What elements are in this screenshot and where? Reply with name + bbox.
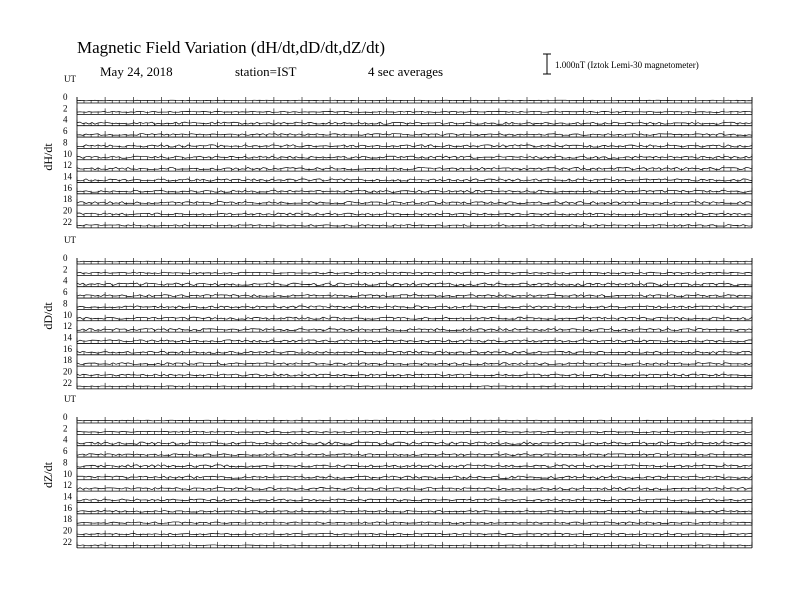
ut-axis-label: UT [64, 235, 76, 245]
hour-tick-label: 16 [63, 182, 72, 193]
trace-line [77, 545, 752, 546]
row-tick-marks [77, 428, 752, 434]
hour-tick-label: 10 [63, 468, 72, 479]
hour-tick-label: 22 [63, 377, 72, 388]
hour-tick-label: 10 [63, 309, 72, 320]
hour-tick-label: 22 [63, 536, 72, 547]
station-label: station=IST [235, 64, 297, 79]
scale-bar-label: 1.000nT (Iztok Lemi-30 magnetometer) [555, 60, 699, 70]
hour-tick-label: 14 [63, 491, 72, 502]
hour-tick-label: 20 [63, 525, 72, 536]
averaging-label: 4 sec averages [368, 64, 444, 79]
hour-tick-label: 8 [63, 457, 68, 468]
hour-tick-label: 0 [63, 253, 68, 263]
hour-tick-label: 18 [63, 514, 72, 525]
hour-tick-label: 2 [63, 264, 68, 275]
hour-tick-label: 0 [63, 412, 68, 422]
trace-line [77, 100, 752, 101]
hour-tick-label: 18 [63, 194, 72, 205]
hour-tick-label: 8 [63, 298, 68, 309]
row-tick-marks [77, 131, 752, 137]
row-tick-marks [77, 417, 752, 423]
hour-tick-label: 18 [63, 355, 72, 366]
hour-tick-label: 16 [63, 502, 72, 513]
y-axis-label: dZ/dt [41, 462, 55, 488]
hour-tick-label: 6 [63, 126, 68, 137]
hour-tick-label: 14 [63, 332, 72, 343]
hour-tick-label: 2 [63, 103, 68, 114]
date-label: May 24, 2018 [100, 64, 173, 79]
y-axis-label: dD/dt [41, 302, 55, 330]
y-axis-label: dH/dt [41, 143, 55, 171]
chart-title: Magnetic Field Variation (dH/dt,dD/dt,dZ/dt) [77, 38, 386, 57]
hour-tick-label: 12 [63, 160, 72, 171]
trace-line [77, 420, 752, 421]
hour-tick-label: 12 [63, 321, 72, 332]
hour-tick-label: 20 [63, 366, 72, 377]
hour-tick-label: 22 [63, 216, 72, 227]
hour-tick-label: 12 [63, 480, 72, 491]
ut-axis-label: UT [64, 394, 76, 404]
hour-tick-label: 0 [63, 92, 68, 102]
row-tick-marks [77, 97, 752, 103]
hour-tick-label: 16 [63, 343, 72, 354]
hour-tick-label: 14 [63, 171, 72, 182]
hour-tick-label: 4 [63, 114, 68, 125]
hour-tick-label: 6 [63, 446, 68, 457]
hour-tick-label: 20 [63, 205, 72, 216]
hour-tick-label: 8 [63, 137, 68, 148]
row-tick-marks [77, 222, 752, 228]
row-tick-marks [77, 199, 752, 205]
hour-tick-label: 10 [63, 148, 72, 159]
hour-tick-label: 4 [63, 275, 68, 286]
ut-axis-label: UT [64, 74, 76, 84]
hour-tick-label: 6 [63, 287, 68, 298]
hour-tick-label: 2 [63, 423, 68, 434]
hour-tick-label: 4 [63, 434, 68, 445]
